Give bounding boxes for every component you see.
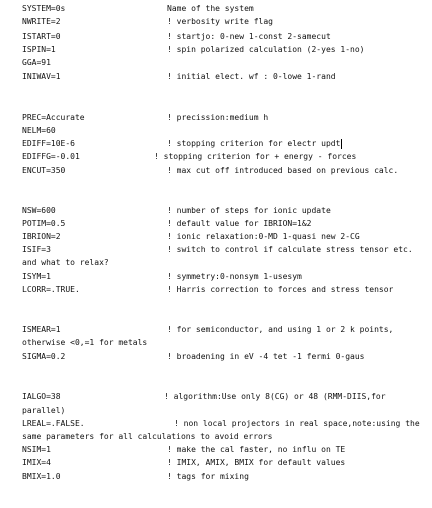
code-line[interactable] [0, 257, 432, 269]
code-line[interactable] [0, 391, 432, 403]
comment-text: ! default value for IBRION=1&2 [167, 219, 312, 228]
code-line[interactable] [0, 457, 432, 469]
code-line[interactable] [0, 44, 432, 56]
parameter-text: ISTART=0 [22, 32, 61, 41]
parameter-text: ISMEAR=1 [22, 325, 61, 334]
parameter-text: NSW=600 [22, 206, 56, 215]
comment-text: ! IMIX, AMIX, BMIX for default values [167, 458, 346, 467]
code-line[interactable] [0, 378, 432, 390]
parameter-text: ISIF=3 [22, 245, 51, 254]
parameter-text: otherwise <0,=1 for metals [22, 338, 148, 347]
code-line[interactable] [0, 99, 432, 111]
code-line[interactable] [0, 418, 432, 430]
parameter-text: ISPIN=1 [22, 45, 56, 54]
comment-text: ! algorithm:Use only 8(CG) or 48 (RMM-DIIS,for [164, 392, 386, 401]
parameter-text: SIGMA=0.2 [22, 352, 66, 361]
code-line[interactable] [0, 471, 432, 483]
code-line[interactable] [0, 231, 432, 243]
parameter-text: INIWAV=1 [22, 72, 61, 81]
comment-text: ! verbosity write flag [167, 17, 273, 26]
parameter-text: EDIFF=10E-6 [22, 139, 75, 148]
comment-text: ! switch to control if calculate stress tensor etc. [167, 245, 413, 254]
parameter-text: SYSTEM=0s [22, 4, 66, 13]
parameter-text: GGA=91 [22, 58, 51, 67]
code-line[interactable] [0, 151, 432, 163]
code-line[interactable] [0, 337, 432, 349]
code-line[interactable] [0, 71, 432, 83]
comment-text: ! initial elect. wf : 0-lowe 1-rand [167, 72, 336, 81]
comment-text: ! stopping criterion for electr updt [167, 139, 341, 148]
parameter-text: IBRION=2 [22, 232, 61, 241]
parameter-text: BMIX=1.0 [22, 472, 61, 481]
comment-text: ! ionic relaxation:0-MD 1-quasi new 2-CG [167, 232, 360, 241]
code-line[interactable] [0, 351, 432, 363]
code-line[interactable] [0, 444, 432, 456]
comment-text: ! startjo: 0-new 1-const 2-samecut [167, 32, 331, 41]
text-cursor [341, 139, 342, 149]
code-line[interactable] [0, 244, 432, 256]
comment-text: ! stopping criterion for + energy - forces [154, 152, 357, 161]
code-line[interactable] [0, 165, 432, 177]
code-line[interactable] [0, 191, 432, 203]
code-line[interactable] [0, 112, 432, 124]
code-line[interactable] [0, 16, 432, 28]
code-line[interactable] [0, 324, 432, 336]
parameter-text: LREAL=.FALSE. [22, 419, 85, 428]
parameter-text: ISYM=1 [22, 272, 51, 281]
description-text: Name of the system [167, 4, 254, 13]
comment-text: ! symmetry:0-nonsym 1-usesym [167, 272, 302, 281]
parameter-text: IMIX=4 [22, 458, 51, 467]
parameter-text: PREC=Accurate [22, 113, 85, 122]
code-line[interactable] [0, 284, 432, 296]
code-line[interactable] [0, 3, 432, 15]
code-line[interactable] [0, 405, 432, 417]
code-line[interactable] [0, 271, 432, 283]
parameter-text: NWRITE=2 [22, 17, 61, 26]
comment-text: ! for semiconductor, and using 1 or 2 k points, [167, 325, 394, 334]
parameter-text: NSIM=1 [22, 445, 51, 454]
parameter-text: NELM=60 [22, 126, 56, 135]
comment-text: ! broadening in eV -4 tet -1 fermi 0-gaus [167, 352, 365, 361]
comment-text: ! spin polarized calculation (2-yes 1-no) [167, 45, 365, 54]
parameter-text: ENCUT=350 [22, 166, 66, 175]
parameter-text: and what to relax? [22, 258, 109, 267]
parameter-text: POTIM=0.5 [22, 219, 66, 228]
code-line[interactable] [0, 125, 432, 137]
code-line[interactable] [0, 138, 432, 150]
parameter-text: parallel) [22, 406, 66, 415]
code-line[interactable] [0, 31, 432, 43]
parameter-text: same parameters for all calculations to avoid errors [22, 432, 273, 441]
comment-text: ! make the cal faster, no influ on TE [167, 445, 346, 454]
code-line[interactable] [0, 57, 432, 69]
code-line[interactable] [0, 205, 432, 217]
code-line[interactable] [0, 431, 432, 443]
code-line[interactable] [0, 218, 432, 230]
parameter-text: IALGO=38 [22, 392, 61, 401]
comment-text: ! precission:medium h [167, 113, 269, 122]
comment-text: ! tags for mixing [167, 472, 249, 481]
code-line[interactable] [0, 311, 432, 323]
parameter-text: LCORR=.TRUE. [22, 285, 80, 294]
comment-text: ! non local projectors in real space,note:using the [174, 419, 420, 428]
comment-text: ! max cut off introduced based on previous calc. [167, 166, 399, 175]
comment-text: ! Harris correction to forces and stress tensor [167, 285, 394, 294]
parameter-text: EDIFFG=-0.01 [22, 152, 80, 161]
comment-text: ! number of steps for ionic update [167, 206, 331, 215]
